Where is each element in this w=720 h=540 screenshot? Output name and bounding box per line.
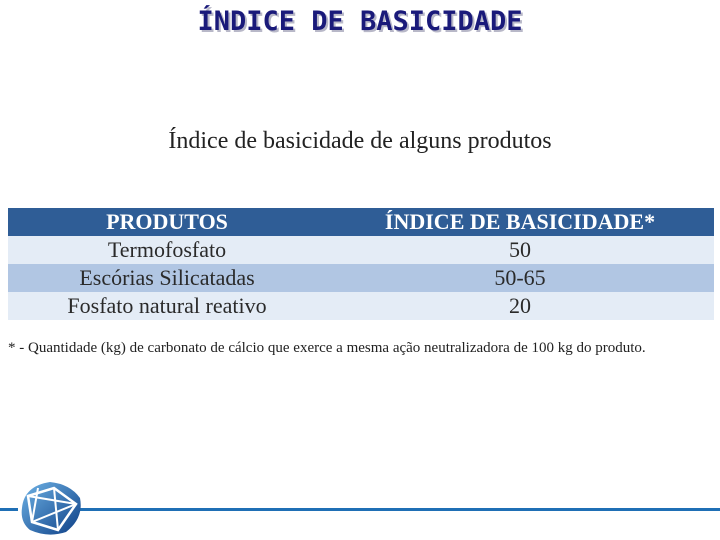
- footer-divider: [80, 508, 720, 511]
- product-cell: Escórias Silicatadas: [8, 264, 326, 292]
- index-cell: 50: [326, 236, 714, 264]
- index-cell: 50-65: [326, 264, 714, 292]
- footnote: * - Quantidade (kg) de carbonato de cálcio que exerce a mesma ação neutralizadora de 100 kg do produto.: [8, 340, 646, 356]
- table-caption: Índice de basicidade de alguns produtos: [168, 128, 552, 154]
- index-cell: 20: [326, 292, 714, 320]
- table-row: [8, 264, 714, 292]
- globe-logo-icon: [14, 478, 86, 538]
- page-title: ÍNDICE DE BASICIDADE: [197, 6, 523, 37]
- table-row: [8, 236, 714, 264]
- header-products: PRODUTOS: [8, 208, 326, 236]
- product-cell: Termofosfato: [8, 236, 326, 264]
- product-cell: Fosfato natural reativo: [8, 292, 326, 320]
- table-header-row: [8, 208, 714, 236]
- header-basicity-index: ÍNDICE DE BASICIDADE*: [326, 208, 714, 236]
- table-row: [8, 292, 714, 320]
- basicity-table: [8, 208, 714, 320]
